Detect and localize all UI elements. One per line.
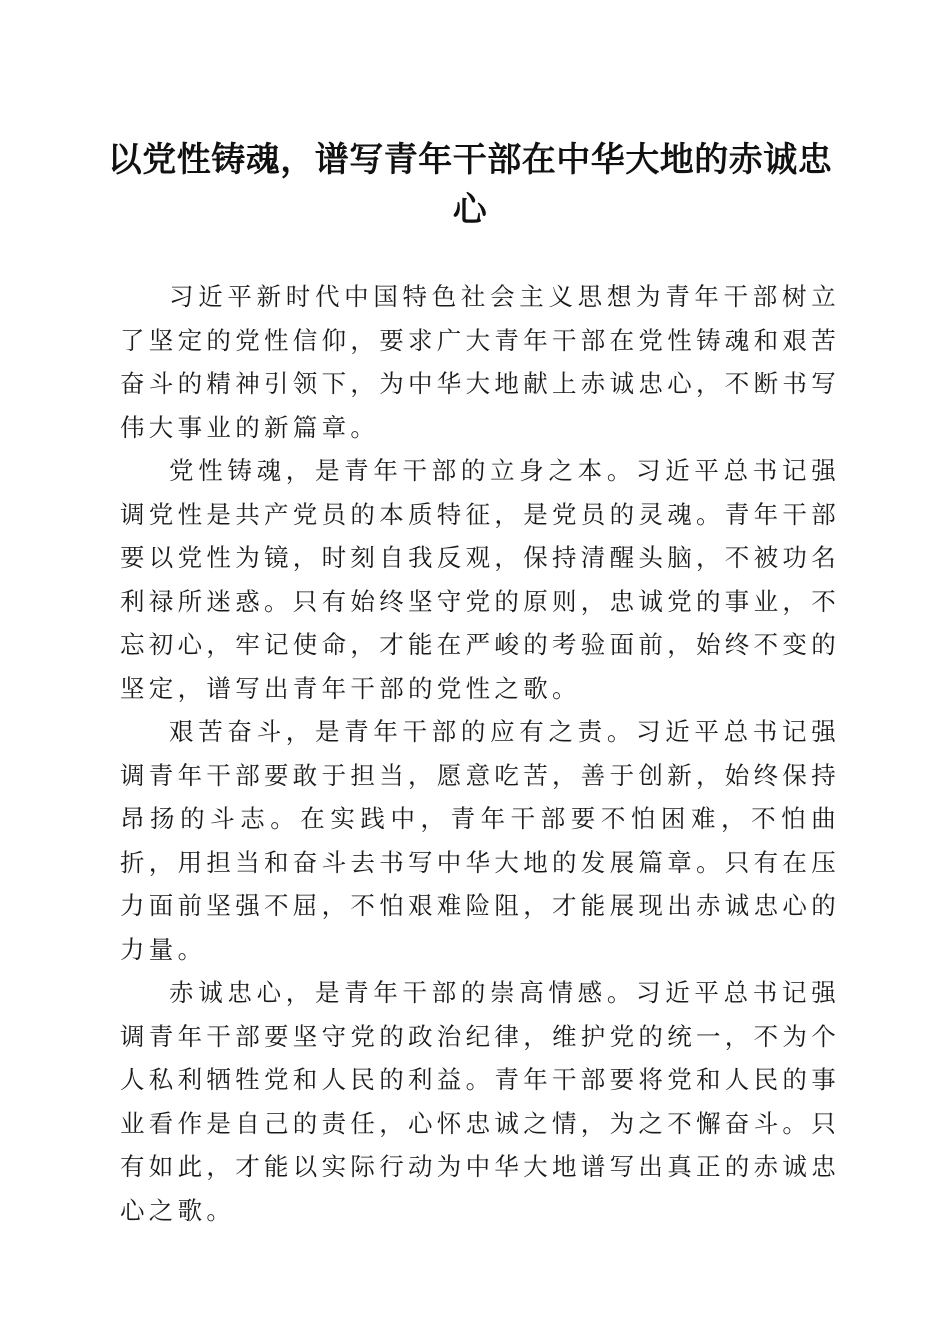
paragraph-intro: 习近平新时代中国特色社会主义思想为青年干部树立了坚定的党性信仰，要求广大青年干部在党性铸魂和艰苦奋斗的精神引领下，为中华大地献上赤诚忠心，不断书写伟大事业的新篇章。 xyxy=(120,282,840,442)
paragraph-loyalty: 赤诚忠心，是青年干部的崇高情感。习近平总书记强调青年干部要坚守党的政治纪律，维护党的统一，不为个人私利牺牲党和人民的利益。青年干部要将党和人民的事业看作是自己的责任，心怀忠诚之情，为之不懈奋斗。只有如此，才能以实际行动为中华大地谱写出真正的赤诚忠心之歌。 xyxy=(120,978,840,1225)
paragraph-party-spirit: 党性铸魂，是青年干部的立身之本。习近平总书记强调党性是共产党员的本质特征，是党员的灵魂。青年干部要以党性为镜，时刻自我反观，保持清醒头脑，不被功名利禄所迷惑。只有始终坚守党的原则，忠诚党的事业，不忘初心，牢记使命，才能在严峻的考验面前，始终不变的坚定，谱写出青年干部的党性之歌。 xyxy=(120,456,840,703)
paragraph-hard-work: 艰苦奋斗，是青年干部的应有之责。习近平总书记强调青年干部要敢于担当，愿意吃苦，善于创新，始终保持昂扬的斗志。在实践中，青年干部要不怕困难，不怕曲折，用担当和奋斗去书写中华大地的发展篇章。只有在压力面前坚强不屈，不怕艰难险阻，才能展现出赤诚忠心的力量。 xyxy=(120,717,840,964)
document-body xyxy=(120,275,840,1232)
document-title: 以党性铸魂，谱写青年干部在中华大地的赤诚忠心 xyxy=(107,140,833,230)
